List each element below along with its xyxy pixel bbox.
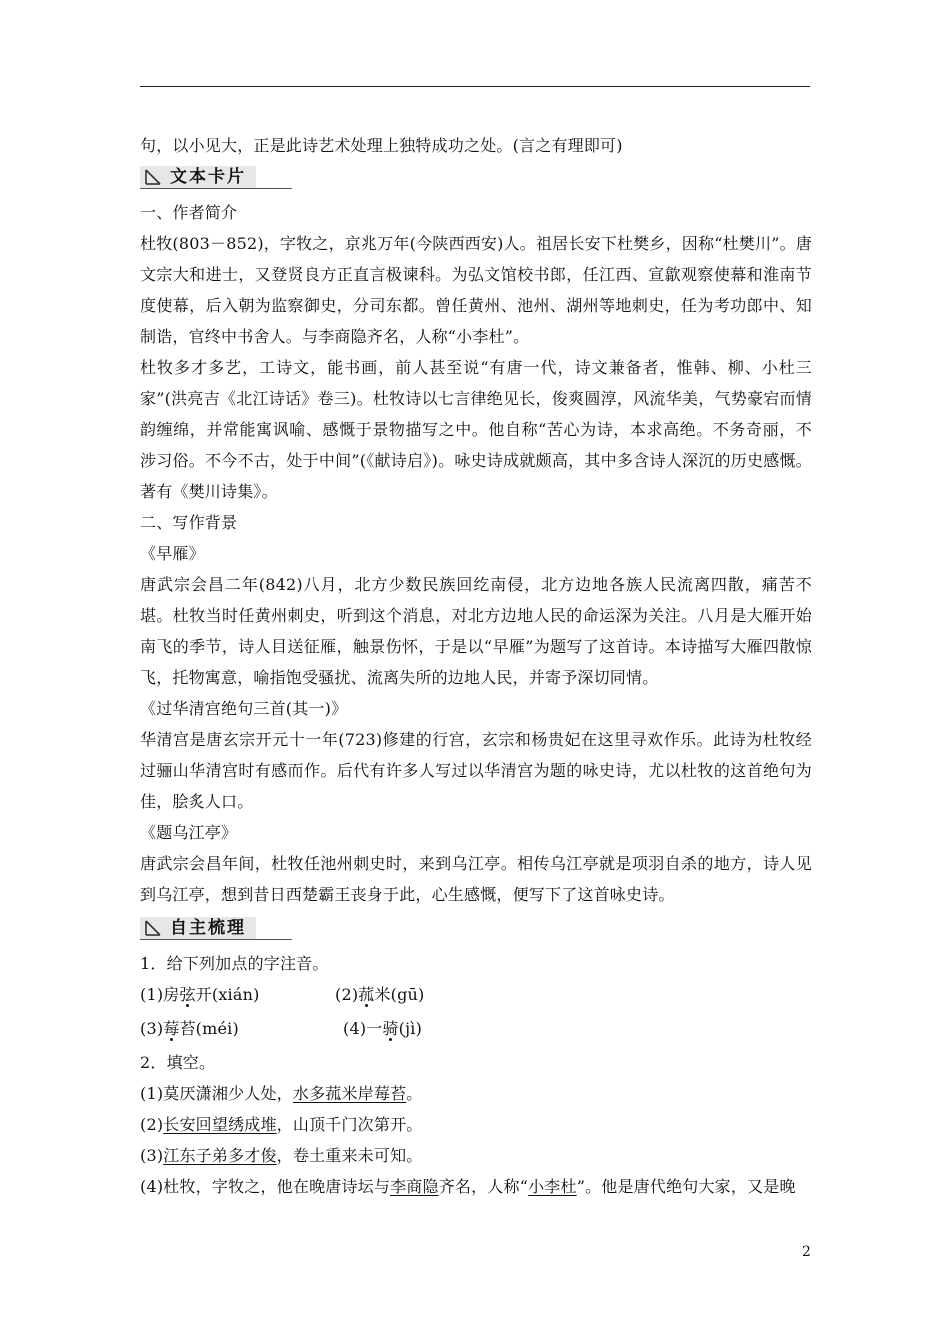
section-heading-text-card <box>140 161 812 191</box>
author-paragraph-2: 杜牧多才多艺，工诗文，能书画，前人甚至说“有唐一代，诗文兼备者，惟韩、柳、小杜三家”(洪亮吉《北江诗话》卷三)。杜牧诗以七言律绝见长，俊爽圆淳，风流华美，气势豪宕而情韵缠绵，并常能寓讽喻、感慨于景物描写之中。他自称“苦心为诗，本求高绝。不务奇丽，不涉习俗。不今不古，处于中间”(《献诗启》)。咏史诗成就颇高，其中多含诗人深沉的历史感慨。著有《樊川诗集》。 <box>140 358 812 501</box>
heading-underline <box>140 939 292 940</box>
page-number: 2 <box>802 1244 811 1260</box>
heading-badge <box>140 166 256 188</box>
section-title: 自主梳理 <box>170 918 246 938</box>
poem2-title: 《过华清宫绝句三首(其一)》 <box>140 699 348 718</box>
heading-badge <box>140 917 256 939</box>
pinyin-item-3: (3)莓苔(méi) <box>140 1019 239 1038</box>
answer-underlined: 长安回望绣成堆 <box>163 1115 277 1134</box>
dotted-char: 菰 <box>358 985 375 1004</box>
page-content <box>140 130 812 1202</box>
diagonal-slash-icon <box>144 168 162 186</box>
fill-blank-4: (4)杜牧，字牧之，他在晚唐诗坛与李商隐齐名，人称“小李杜”。他是唐代绝句大家，又是晚 <box>140 1177 796 1196</box>
fill-blank-2: (2)长安回望绣成堆，山顶千门次第开。 <box>140 1115 423 1134</box>
answer-underlined: 江东子弟多才俊 <box>163 1146 277 1165</box>
diagonal-slash-icon <box>144 919 162 937</box>
dotted-char: 莓 <box>163 1019 180 1038</box>
pinyin-row-2 <box>140 1013 812 1044</box>
poem1-background: 唐武宗会昌二年(842)八月，北方少数民族回纥南侵，北方边地各族人民流离四散，痛苦不堪。杜牧当时任黄州刺史，听到这个消息，对北方边地人民的命运深为关注。八月是大雁开始南飞的季节，诗人目送征雁，触景伤怀，于是以“早雁”为题写了这首诗。本诗描写大雁四散惊飞，托物寓意，喻指饱受骚扰、流离失所的边地人民，并寄予深切同情。 <box>140 575 812 687</box>
question-2-label: 2．填空。 <box>140 1053 216 1072</box>
section-title: 文本卡片 <box>170 167 246 187</box>
answer-underlined: 小李杜 <box>528 1177 577 1196</box>
answer-underlined: 李商隐 <box>390 1177 439 1196</box>
poem3-title: 《题乌江亭》 <box>140 823 238 842</box>
pinyin-item-1: (1)房弦开(xián) <box>140 985 260 1004</box>
author-heading: 一、作者简介 <box>140 203 238 222</box>
header-rule <box>140 86 810 87</box>
dotted-char: 弦 <box>179 985 196 1004</box>
poem2-background: 华清宫是唐玄宗开元十一年(723)修建的行宫，玄宗和杨贵妃在这里寻欢作乐。此诗为杜牧经过骊山华清宫时有感而作。后代有许多人写过以华清宫为题的咏史诗，尤以杜牧的这首绝句为佳，脍炙人口。 <box>140 730 812 811</box>
question-1-label: 1．给下列加点的字注音。 <box>140 954 329 973</box>
author-paragraph-1: 杜牧(803－852)，字牧之，京兆万年(今陕西西安)人。祖居长安下杜樊乡，因称“杜樊川”。唐文宗大和进士，又登贤良方正直言极谏科。为弘文馆校书郎，任江西、宣歙观察使幕和淮南节度使幕，后入朝为监察御史，分司东都。曾任黄州、池州、湖州等地刺史，任为考功郎中、知制诰，官终中书舍人。与李商隐齐名，人称“小李杜”。 <box>140 234 812 346</box>
intro-line: 句，以小见大，正是此诗艺术处理上独特成功之处。(言之有理即可) <box>140 136 623 155</box>
background-heading: 二、写作背景 <box>140 513 238 532</box>
pinyin-row-1 <box>140 979 812 1010</box>
answer-underlined: 水多菰米岸莓苔 <box>292 1084 407 1103</box>
pinyin-item-2: (2)菰米(gū) <box>335 985 425 1004</box>
poem1-title: 《早雁》 <box>140 544 205 563</box>
heading-underline <box>140 188 292 189</box>
fill-blank-1: (1)莫厌潇湘少人处，水多菰米岸莓苔。 <box>140 1084 423 1103</box>
pinyin-item-4: (4)一骑(jì) <box>343 1019 423 1038</box>
section-heading-self-review <box>140 912 812 942</box>
fill-blank-3: (3)江东子弟多才俊，卷土重来未可知。 <box>140 1146 423 1165</box>
poem3-background: 唐武宗会昌年间，杜牧任池州刺史时，来到乌江亭。相传乌江亭就是项羽自杀的地方，诗人见到乌江亭，想到昔日西楚霸王丧身于此，心生感慨，便写下了这首咏史诗。 <box>140 854 812 904</box>
dotted-char: 骑 <box>382 1019 399 1038</box>
